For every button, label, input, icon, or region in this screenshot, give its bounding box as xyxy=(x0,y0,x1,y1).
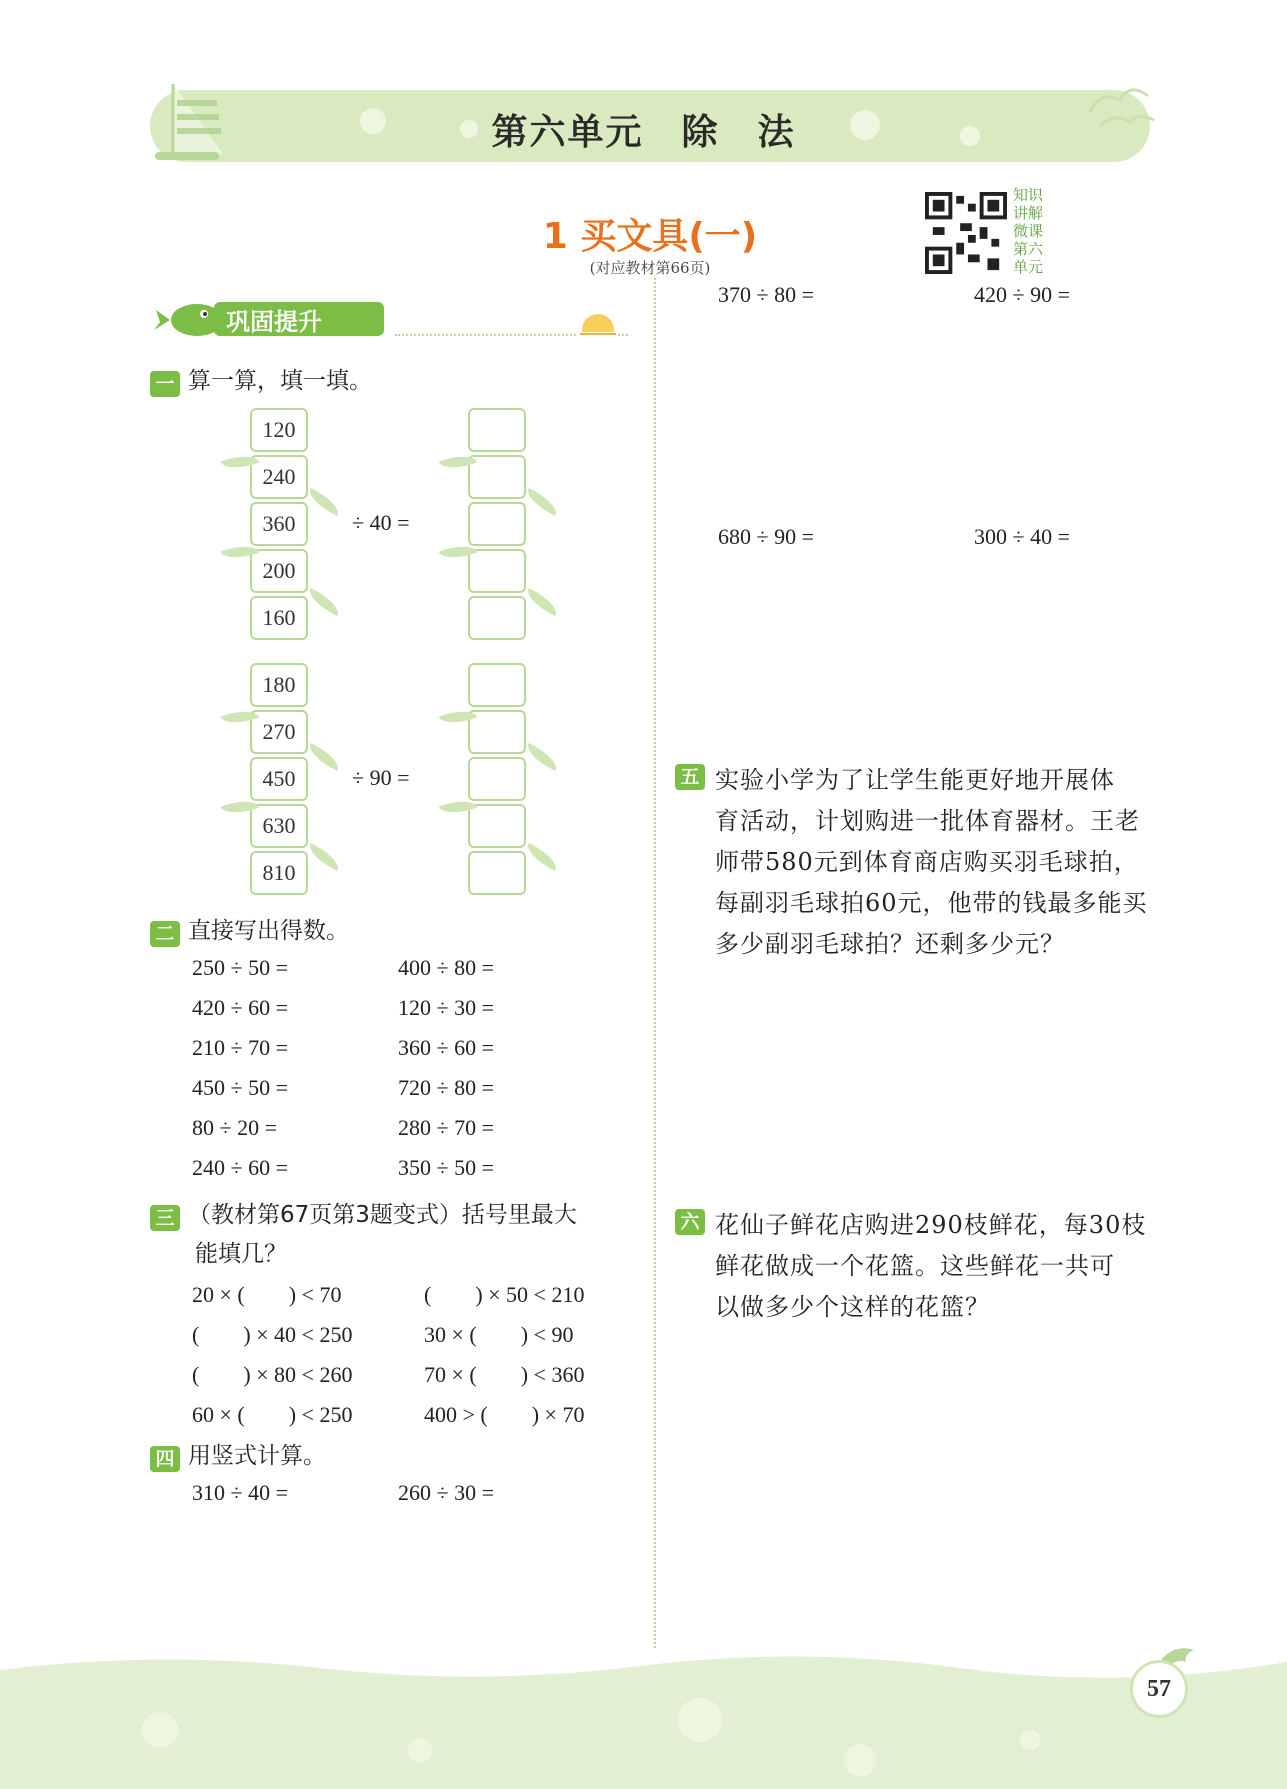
qr-code-icon[interactable] xyxy=(925,192,1007,274)
leaf-icon xyxy=(523,588,562,616)
q6-line: 鲜花做成一个花篮。这些鲜花一共可 xyxy=(715,1252,1115,1280)
answer-blank[interactable] xyxy=(468,851,526,895)
q3-text-cont: 能填几？ xyxy=(195,1241,287,1267)
unit-title: 第六单元 除 法 xyxy=(491,112,796,153)
q5-line: 育活动，计划购进一批体育器材。王老 xyxy=(715,807,1140,835)
q3-item: 70 × ( ) < 360 xyxy=(424,1362,585,1387)
sun-icon xyxy=(578,306,618,340)
bamboo-number: 630 xyxy=(250,804,308,848)
q2-item: 120 ÷ 30 = xyxy=(398,995,494,1020)
leaf-icon xyxy=(305,588,344,616)
q3-item: 400 > ( ) × 70 xyxy=(424,1402,585,1427)
answer-blank[interactable] xyxy=(468,757,526,801)
q4-item: 300 ÷ 40 = xyxy=(974,524,1070,549)
bamboo-number: 240 xyxy=(250,455,308,499)
bamboo-number: 180 xyxy=(250,663,308,707)
q2-item: 210 ÷ 70 = xyxy=(192,1035,288,1060)
bamboo-right-2 xyxy=(468,663,528,903)
answer-blank[interactable] xyxy=(468,663,526,707)
q5-line: 实验小学为了让学生能更好地开展体 xyxy=(715,766,1115,794)
leaf-icon xyxy=(305,743,344,771)
q4-item: 370 ÷ 80 = xyxy=(718,282,814,307)
bamboo-number: 810 xyxy=(250,851,308,895)
q2-item: 80 ÷ 20 = xyxy=(192,1115,277,1140)
bamboo-number: 160 xyxy=(250,596,308,640)
leaf-icon xyxy=(523,743,562,771)
q3-text: （教材第67页第3题变式）括号里最大 xyxy=(188,1202,577,1228)
column-divider xyxy=(654,278,656,1648)
q3-item: ( ) × 80 < 260 xyxy=(192,1362,353,1387)
q3-badge: 三 xyxy=(150,1205,180,1231)
page-number: 57 xyxy=(1130,1660,1188,1718)
footer-wave xyxy=(0,1650,1287,1789)
q3-item: 60 × ( ) < 250 xyxy=(192,1402,353,1427)
q6-line: 花仙子鲜花店购进290枝鲜花，每30枝 xyxy=(715,1211,1147,1239)
q2-text: 直接写出得数。 xyxy=(188,918,349,944)
q3-item: ( ) × 40 < 250 xyxy=(192,1322,353,1347)
q2-badge: 二 xyxy=(150,921,180,947)
q1-op-2: ÷ 90 = xyxy=(352,765,410,790)
q1-badge: 一 xyxy=(150,371,180,397)
q1-heading xyxy=(150,362,372,397)
bamboo-number: 200 xyxy=(250,549,308,593)
bamboo-left-2 xyxy=(250,663,310,903)
q5-line: 师带580元到体育商店购买羽毛球拍， xyxy=(715,848,1139,876)
answer-blank[interactable] xyxy=(468,502,526,546)
bamboo-number: 360 xyxy=(250,502,308,546)
answer-blank[interactable] xyxy=(468,804,526,848)
q6-line: 以做多少个这样的花篮？ xyxy=(715,1293,990,1321)
q4-item: 420 ÷ 90 = xyxy=(974,282,1070,307)
q2-item: 450 ÷ 50 = xyxy=(192,1075,288,1100)
bamboo-number: 450 xyxy=(250,757,308,801)
q2-item: 420 ÷ 60 = xyxy=(192,995,288,1020)
bamboo-number: 270 xyxy=(250,710,308,754)
qr-caption: 知识讲解微课 第六单元 xyxy=(1013,186,1044,276)
q3-item: 20 × ( ) < 70 xyxy=(192,1282,342,1307)
q5-badge: 五 xyxy=(675,764,705,790)
lesson-subtitle: (对应教材第66页) xyxy=(589,259,711,277)
section-label: 巩固提升 xyxy=(226,308,322,336)
q2-item: 250 ÷ 50 = xyxy=(192,955,288,980)
q3-item: ( ) × 50 < 210 xyxy=(424,1282,585,1307)
answer-blank[interactable] xyxy=(468,549,526,593)
q5-problem xyxy=(715,760,1170,965)
q4-item: 310 ÷ 40 = xyxy=(192,1480,288,1505)
q4-heading xyxy=(150,1437,326,1472)
leaf-icon xyxy=(523,843,562,871)
q2-item: 280 ÷ 70 = xyxy=(398,1115,494,1140)
q5-line: 每副羽毛球拍60元，他带的钱最多能买 xyxy=(715,889,1148,917)
q4-item: 680 ÷ 90 = xyxy=(718,524,814,549)
q6-problem xyxy=(715,1205,1170,1328)
q6-badge: 六 xyxy=(675,1209,705,1235)
q2-item: 350 ÷ 50 = xyxy=(398,1155,494,1180)
q4-text: 用竖式计算。 xyxy=(188,1443,326,1469)
leaf-icon xyxy=(523,488,562,516)
q1-op-1: ÷ 40 = xyxy=(352,510,410,535)
answer-blank[interactable] xyxy=(468,596,526,640)
q4-badge: 四 xyxy=(150,1446,180,1472)
q6-badge-wrap xyxy=(675,1209,713,1235)
leaf-icon xyxy=(305,488,344,516)
q2-item: 720 ÷ 80 = xyxy=(398,1075,494,1100)
q2-heading xyxy=(150,912,349,947)
q2-item: 240 ÷ 60 = xyxy=(192,1155,288,1180)
bamboo-number: 120 xyxy=(250,408,308,452)
bamboo-right-1 xyxy=(468,408,528,648)
q5-badge-wrap xyxy=(675,764,713,790)
q2-item: 360 ÷ 60 = xyxy=(398,1035,494,1060)
leaf-icon xyxy=(305,843,344,871)
q4-item: 260 ÷ 30 = xyxy=(398,1480,494,1505)
answer-blank[interactable] xyxy=(468,408,526,452)
q2-item: 400 ÷ 80 = xyxy=(398,955,494,980)
q1-text: 算一算，填一填。 xyxy=(188,368,372,394)
bamboo-left-1 xyxy=(250,408,310,648)
q5-line: 多少副羽毛球拍？还剩多少元？ xyxy=(715,930,1065,958)
lesson-title: 1 买文具(一) xyxy=(542,216,758,257)
q3-heading xyxy=(150,1196,640,1231)
q3-item: 30 × ( ) < 90 xyxy=(424,1322,574,1347)
